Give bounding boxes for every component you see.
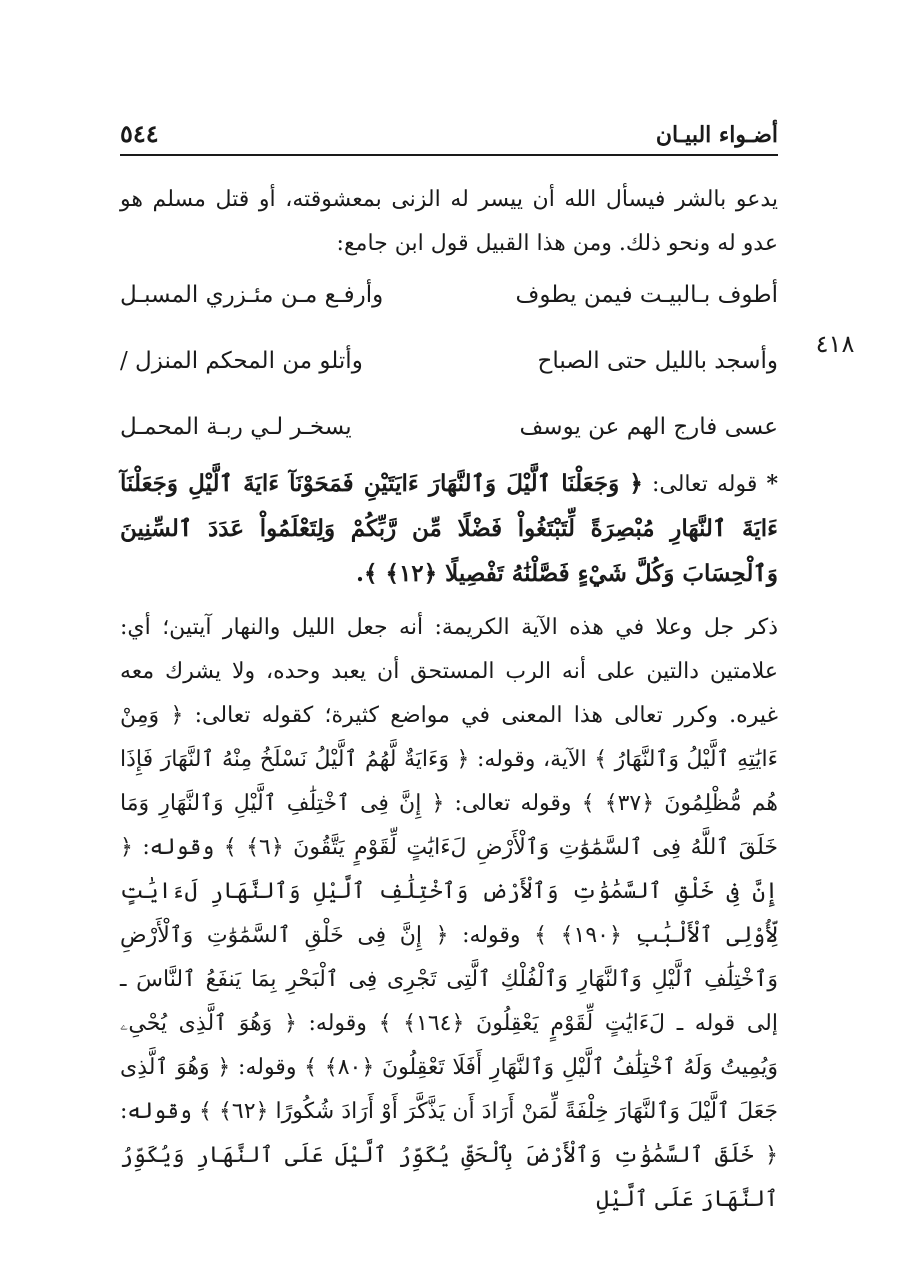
page-number: ٥٤٤	[120, 119, 159, 148]
poem-line	[120, 262, 778, 328]
quran-verse: ﴿ وَجَعَلْنَا ٱلَّيْلَ وَٱلنَّهَارَ ءَايَتَيْنِ فَمَحَوْنَآ ءَايَةَ ٱلَّيْلِ وَجَعَلْنَآ ءَايَةَ ٱلنَّهَارِ مُبْصِرَةً لِّتَبْتَغُواْ فَضْلًا مِّن رَّبِّكُمْ وَلِتَعْلَمُواْ عَدَدَ ٱلسِّنِينَ وَٱلْحِسَابَ وَكُلَّ شَيْءٍ فَصَّلْنَٰهُ تَفْصِيلًا ﴿١٢﴾ ﴾.	[120, 470, 778, 587]
poem-line	[120, 328, 778, 394]
poem-hemistich-first: عسى فارج الهم عن يوسف	[519, 414, 778, 440]
poem-line	[120, 394, 778, 460]
intro-paragraph	[120, 178, 778, 266]
star-marker: *	[766, 471, 778, 497]
poem-hemistich-second: يسخـر لـي ربـة المحمـل	[120, 414, 352, 440]
poem-hemistich-second: وأرفـع مـن مئـزري المسبـل	[120, 282, 384, 308]
verse-quote-paragraph	[120, 462, 778, 597]
intro-text: يدعو بالشر فيسأل الله أن ييسر له الزنى بمعشوقته، أو قتل مسلم هو عدو له ونحو ذلك. ومن هذا القبيل قول ابن جامع:	[120, 187, 778, 256]
verse-intro: قوله تعالى:	[651, 472, 758, 497]
book-title: أضـواء البيـان	[655, 122, 778, 148]
commentary-text: ذكر جل وعلا في هذه الآية الكريمة: أنه جعل الليل والنهار آيتين؛ أي: علامتين دالتين على أنه الرب المستحق أن يعبد وحده، ولا يشرك معه غيره. وكرر تعالى هذا المعنى في مواضع كثيرة؛ كقوله تعالى: ﴿ وَمِنْ ءَايَٰتِهِ ٱلَّيْلُ وَٱلنَّهَارُ ﴾ الآية، وقوله: ﴿ وَءَايَةٌ لَّهُمُ ٱلَّيْلُ نَسْلَخُ مِنْهُ ٱلنَّهَارَ فَإِذَا هُم مُّظْلِمُونَ ﴿٣٧﴾ ﴾ وقوله تعالى: ﴿ إِنَّ فِى ٱخْتِلَٰفِ ٱلَّيْلِ وَٱلنَّهَارِ وَمَا خَلَقَ ٱللَّهُ فِى ٱلسَّمَٰوَٰتِ وَٱلْأَرْضِ لَءَايَٰتٍ لِّقَوْمٍ يَتَّقُونَ ﴿٦﴾ ﴾ وقوله: ﴿ إِنَّ فِى خَلْقِ ٱلسَّمَٰوَٰتِ وَٱلْأَرْضِ وَٱخْتِلَٰفِ ٱلَّيْلِ وَٱلنَّهَارِ لَءَايَٰتٍ لِّأُوْلِى ٱلْأَلْبَٰبِ ﴿١٩٠﴾ ﴾ وقوله: ﴿ إِنَّ فِى خَلْقِ ٱلسَّمَٰوَٰتِ وَٱلْأَرْضِ وَٱخْتِلَٰفِ ٱلَّيْلِ وَٱلنَّهَارِ وَٱلْفُلْكِ ٱلَّتِى تَجْرِى فِى ٱلْبَحْرِ بِمَا يَنفَعُ ٱلنَّاسَ ـ إلى قوله ـ لَءَايَٰتٍ لِّقَوْمٍ يَعْقِلُونَ ﴿١٦٤﴾ ﴾ وقوله: ﴿ وَهُوَ ٱلَّذِى يُحْىِۦ وَيُمِيتُ وَلَهُ ٱخْتِلَٰفُ ٱلَّيْلِ وَٱلنَّهَارِ أَفَلَا تَعْقِلُونَ ﴿٨٠﴾ ﴾ وقوله: ﴿ وَهُوَ ٱلَّذِى جَعَلَ ٱلَّيْلَ وَٱلنَّهَارَ خِلْفَةً لِّمَنْ أَرَادَ أَن يَذَّكَّرَ أَوْ أَرَادَ شُكُورًا ﴿٦٢﴾ ﴾ وقوله: ﴿ خَلَقَ ٱلسَّمَٰوَٰتِ وَٱلْأَرْضَ بِٱلْحَقِّ يُكَوِّرُ ٱلَّيْلَ عَلَى ٱلنَّهَارِ وَيُكَوِّرُ ٱلنَّهَارَ عَلَى ٱلَّيْلِ	[120, 615, 778, 1212]
page-header	[120, 108, 778, 156]
margin-page-reference: ٤١٨	[815, 330, 855, 358]
verse-quote	[120, 462, 778, 597]
poem-hemistich-second: وأتلو من المحكم المنزل /	[120, 348, 363, 374]
poem	[120, 262, 778, 460]
poem-hemistich-first: وأسجد بالليل حتى الصباح	[537, 348, 778, 374]
poem-hemistich-first: أطوف بـالبيـت فيمن يطوف	[515, 282, 778, 308]
commentary	[120, 606, 778, 1222]
